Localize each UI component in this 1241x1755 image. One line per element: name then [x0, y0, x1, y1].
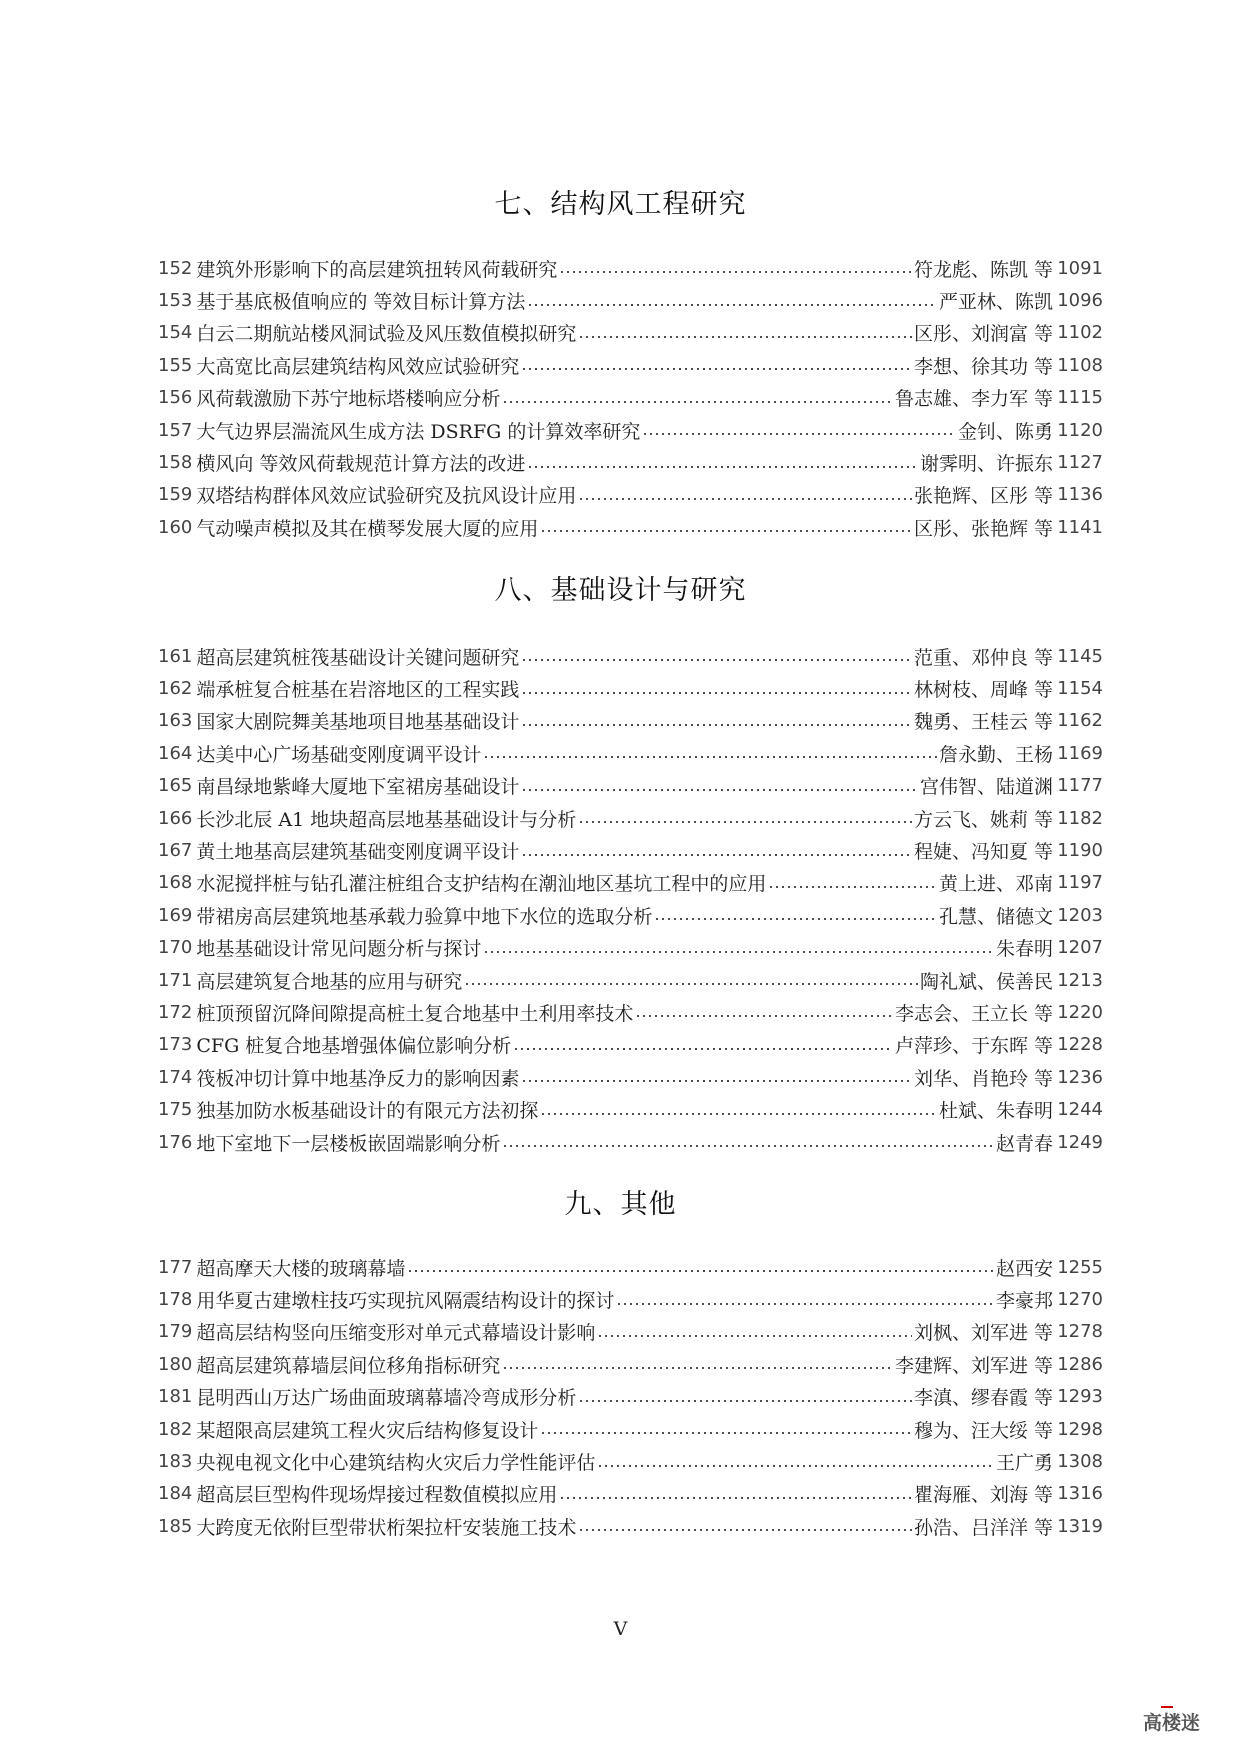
- entry-page: 1091: [1057, 257, 1103, 279]
- toc-entry: [158, 1061, 1103, 1093]
- entry-title: 长沙北辰 A1 地块超高层地基基础设计与分析: [196, 808, 577, 831]
- toc-entry: [158, 640, 1103, 672]
- entry-authors: 刘华、肖艳玲 等: [913, 1067, 1053, 1090]
- entry-title: 昆明西山万达广场曲面玻璃幕墙冷弯成形分析: [196, 1387, 577, 1410]
- entry-title: 桩顶预留沉降间隙提高桩土复合地基中土利用率技术: [196, 1002, 634, 1025]
- toc-entry: [158, 382, 1103, 414]
- entry-number: 181: [158, 1386, 193, 1408]
- entry-number: 152: [158, 257, 193, 279]
- toc-entry: [158, 705, 1103, 737]
- entry-number: 156: [158, 387, 193, 409]
- toc-entry: [158, 932, 1103, 964]
- entry-authors: 赵青春: [995, 1132, 1053, 1155]
- toc-list: [158, 252, 1103, 544]
- entry-number: 174: [158, 1066, 193, 1088]
- dot-leader: [540, 529, 912, 533]
- entry-page: 1182: [1057, 807, 1103, 829]
- toc-entry: [158, 446, 1103, 478]
- entry-title: 超高摩天大楼的玻璃幕墙: [196, 1257, 406, 1280]
- entry-title: 超高层建筑幕墙层间位移角指标研究: [196, 1354, 501, 1377]
- toc-entry: [158, 1478, 1103, 1510]
- entry-page: 1162: [1057, 710, 1103, 732]
- dot-leader: [521, 853, 912, 857]
- entry-title: 独基加防水板基础设计的有限元方法初探: [196, 1100, 539, 1123]
- entry-title: 某超限高层建筑工程火灾后结构修复设计: [196, 1419, 539, 1442]
- entry-page: 1220: [1057, 1001, 1103, 1023]
- entry-number: 182: [158, 1418, 193, 1440]
- entry-authors: 黄上进、邓南: [938, 873, 1053, 896]
- toc-entry: [158, 479, 1103, 511]
- entry-title: 南昌绿地紫峰大厦地下室裙房基础设计: [196, 776, 520, 799]
- entry-page: 1278: [1057, 1321, 1103, 1343]
- entry-page: 1244: [1057, 1099, 1103, 1121]
- toc-entry: [158, 252, 1103, 284]
- entry-number: 177: [158, 1256, 193, 1278]
- toc-list: [158, 640, 1103, 1158]
- entry-title: 超高层建筑桩筏基础设计关键问题研究: [196, 646, 520, 669]
- entry-page: 1108: [1057, 354, 1103, 376]
- entry-title: 横风向 等效风荷载规范计算方法的改进: [196, 453, 526, 476]
- toc-entry: [158, 317, 1103, 349]
- entry-title: 超高层结构竖向压缩变形对单元式幕墙设计影响: [196, 1322, 596, 1345]
- toc-entry: [158, 414, 1103, 446]
- entry-authors: 赵西安: [995, 1257, 1053, 1280]
- entry-page: 1236: [1057, 1066, 1103, 1088]
- entry-title: 建筑外形影响下的高层建筑扭转风荷载研究: [196, 258, 558, 281]
- entry-page: 1169: [1057, 742, 1103, 764]
- entry-number: 173: [158, 1034, 193, 1056]
- entry-title: 端承桩复合桩基在岩溶地区的工程实践: [196, 679, 520, 702]
- entry-authors: 陶礼斌、侯善民: [919, 970, 1053, 993]
- dot-leader: [502, 1144, 994, 1148]
- entry-authors: 区彤、张艳辉 等: [913, 517, 1053, 540]
- dot-leader: [635, 1014, 893, 1018]
- dot-leader: [559, 1496, 912, 1500]
- dot-leader: [597, 1334, 912, 1338]
- dot-leader: [642, 432, 956, 436]
- entry-title: 双塔结构群体风效应试验研究及抗风设计应用: [196, 485, 577, 508]
- entry-title: 地下室地下一层楼板嵌固端影响分析: [196, 1132, 501, 1155]
- entry-authors: 杜斌、朱春明: [938, 1100, 1053, 1123]
- dot-leader: [521, 1079, 912, 1083]
- dot-leader: [521, 723, 912, 727]
- entry-page: 1207: [1057, 937, 1103, 959]
- dot-leader: [559, 270, 912, 274]
- entry-authors: 符龙彪、陈凯 等: [913, 258, 1053, 281]
- entry-page: 1136: [1057, 484, 1103, 506]
- dot-leader: [654, 917, 937, 921]
- toc-entry: [158, 672, 1103, 704]
- entry-title: 白云二期航站楼风洞试验及风压数值模拟研究: [196, 323, 577, 346]
- entry-authors: 严亚林、陈凯: [938, 291, 1053, 314]
- entry-title: CFG 桩复合地基增强体偏位影响分析: [196, 1035, 512, 1058]
- entry-number: 162: [158, 678, 193, 700]
- toc-entry: [158, 349, 1103, 381]
- entry-page: 1255: [1057, 1256, 1103, 1278]
- toc-entry: [158, 1316, 1103, 1348]
- entry-page: 1102: [1057, 322, 1103, 344]
- site-watermark-logo: [1143, 1703, 1213, 1737]
- entry-authors: 方云飞、姚莉 等: [913, 808, 1053, 831]
- entry-number: 172: [158, 1001, 193, 1023]
- entry-number: 159: [158, 484, 193, 506]
- dot-leader: [527, 465, 918, 469]
- toc-entry: [158, 964, 1103, 996]
- entry-page: 1127: [1057, 452, 1103, 474]
- dot-leader: [597, 1464, 994, 1468]
- entry-authors: 李想、徐其功 等: [913, 355, 1053, 378]
- entry-page: 1115: [1057, 387, 1103, 409]
- entry-page: 1249: [1057, 1131, 1103, 1153]
- toc-entry: [158, 834, 1103, 866]
- entry-number: 178: [158, 1289, 193, 1311]
- entry-number: 176: [158, 1131, 193, 1153]
- toc-entry: [158, 802, 1103, 834]
- entry-title: 风荷载激励下苏宁地标塔楼响应分析: [196, 388, 501, 411]
- entry-number: 163: [158, 710, 193, 732]
- entry-page: 1190: [1057, 840, 1103, 862]
- section-title: 八、基础设计与研究: [494, 575, 747, 606]
- dot-leader: [616, 1302, 994, 1306]
- dot-leader: [768, 885, 937, 889]
- section-title: 七、结构风工程研究: [494, 189, 747, 220]
- entry-authors: 刘枫、刘军进 等: [913, 1322, 1053, 1345]
- entry-page: 1319: [1057, 1515, 1103, 1537]
- dot-leader: [521, 367, 912, 371]
- entry-page: 1145: [1057, 645, 1103, 667]
- toc-entry: [158, 770, 1103, 802]
- entry-number: 164: [158, 742, 193, 764]
- dot-leader: [407, 1269, 994, 1273]
- entry-title: 达美中心广场基础变刚度调平设计: [196, 743, 482, 766]
- dot-leader: [513, 1047, 893, 1051]
- entry-authors: 范重、邓仲良 等: [913, 646, 1053, 669]
- toc-entry: [158, 996, 1103, 1028]
- entry-authors: 宫伟智、陆道渊: [919, 776, 1053, 799]
- dot-leader: [483, 755, 937, 759]
- entry-title: 央视电视文化中心建筑结构火灾后力学性能评估: [196, 1452, 596, 1475]
- entry-title: 用华夏古建墩柱技巧实现抗风隔震结构设计的探讨: [196, 1290, 615, 1313]
- dot-leader: [540, 1112, 937, 1116]
- entry-number: 166: [158, 807, 193, 829]
- entry-title: 水泥搅拌桩与钻孔灌注桩组合支护结构在潮汕地区基坑工程中的应用: [196, 873, 767, 896]
- entry-authors: 孔慧、储德文: [938, 905, 1053, 928]
- entry-authors: 孙浩、吕洋洋 等: [913, 1516, 1053, 1539]
- toc-entry: [158, 1348, 1103, 1380]
- entry-authors: 卢萍珍、于东晖 等: [894, 1035, 1053, 1058]
- entry-authors: 李志会、王立长 等: [894, 1002, 1053, 1025]
- entry-authors: 张艳辉、区彤 等: [913, 485, 1053, 508]
- entry-number: 183: [158, 1451, 193, 1473]
- dot-leader: [540, 1431, 912, 1435]
- entry-authors: 李豪邦: [995, 1290, 1053, 1313]
- dot-leader: [527, 303, 937, 307]
- toc-entry: [158, 1283, 1103, 1315]
- toc-entry: [158, 1093, 1103, 1125]
- entry-page: 1228: [1057, 1034, 1103, 1056]
- entry-title: 大跨度无依附巨型带状桁架拉杆安装施工技术: [196, 1516, 577, 1539]
- entry-page: 1197: [1057, 872, 1103, 894]
- toc-list: [158, 1251, 1103, 1543]
- dot-leader: [502, 1366, 893, 1370]
- dot-leader: [521, 691, 912, 695]
- entry-number: 154: [158, 322, 193, 344]
- entry-authors: 程婕、冯知夏 等: [913, 841, 1053, 864]
- entry-number: 157: [158, 419, 193, 441]
- entry-title: 高层建筑复合地基的应用与研究: [196, 970, 463, 993]
- dot-leader: [578, 1528, 912, 1532]
- entry-authors: 鲁志雄、李力军 等: [894, 388, 1053, 411]
- entry-title: 带裙房高层建筑地基承载力验算中地下水位的选取分析: [196, 905, 653, 928]
- toc-entry: [158, 1126, 1103, 1158]
- entry-authors: 王广勇: [995, 1452, 1053, 1475]
- toc-entry: [158, 1413, 1103, 1445]
- entry-page: 1096: [1057, 290, 1103, 312]
- entry-page: 1293: [1057, 1386, 1103, 1408]
- dot-leader: [578, 1399, 912, 1403]
- entry-page: 1213: [1057, 969, 1103, 991]
- entry-page: 1120: [1057, 419, 1103, 441]
- entry-number: 155: [158, 354, 193, 376]
- entry-title: 基于基底极值响应的 等效目标计算方法: [196, 291, 526, 314]
- dot-leader: [502, 400, 893, 404]
- entry-authors: 朱春明: [995, 938, 1053, 961]
- entry-number: 185: [158, 1515, 193, 1537]
- entry-page: 1316: [1057, 1483, 1103, 1505]
- entry-authors: 李建辉、刘军进 等: [894, 1354, 1053, 1377]
- dot-leader: [578, 335, 912, 339]
- dot-leader: [521, 658, 912, 662]
- entry-page: 1298: [1057, 1418, 1103, 1440]
- entry-number: 180: [158, 1353, 193, 1375]
- entry-page: 1270: [1057, 1289, 1103, 1311]
- toc-entry: [158, 511, 1103, 543]
- entry-authors: 詹永勤、王杨: [938, 743, 1053, 766]
- entry-page: 1286: [1057, 1353, 1103, 1375]
- toc-entry: [158, 737, 1103, 769]
- entry-number: 175: [158, 1099, 193, 1121]
- entry-number: 168: [158, 872, 193, 894]
- entry-authors: 谢霁明、许振东: [919, 453, 1053, 476]
- toc-entry: [158, 867, 1103, 899]
- entry-authors: 李滇、缪春霞 等: [913, 1387, 1053, 1410]
- toc-entry: [158, 1510, 1103, 1542]
- entry-title: 筏板冲切计算中地基净反力的影响因素: [196, 1067, 520, 1090]
- toc-entry: [158, 284, 1103, 316]
- entry-title: 国家大剧院舞美基地项目地基基础设计: [196, 711, 520, 734]
- section-title: 九、其他: [564, 1189, 677, 1220]
- entry-page: 1177: [1057, 775, 1103, 797]
- toc-entry: [158, 899, 1103, 931]
- entry-number: 153: [158, 290, 193, 312]
- entry-number: 179: [158, 1321, 193, 1343]
- svg-text:高楼迷: 高楼迷: [1143, 1712, 1201, 1734]
- entry-title: 大高宽比高层建筑结构风效应试验研究: [196, 355, 520, 378]
- entry-title: 大气边界层湍流风生成方法 DSRFG 的计算效率研究: [196, 420, 641, 443]
- toc-entry: [158, 1251, 1103, 1283]
- entry-title: 超高层巨型构件现场焊接过程数值模拟应用: [196, 1484, 558, 1507]
- entry-number: 171: [158, 969, 193, 991]
- entry-number: 184: [158, 1483, 193, 1505]
- toc-entry: [158, 1029, 1103, 1061]
- entry-title: 气动噪声模拟及其在横琴发展大厦的应用: [196, 517, 539, 540]
- entry-number: 160: [158, 516, 193, 538]
- entry-number: 169: [158, 904, 193, 926]
- entry-page: 1203: [1057, 904, 1103, 926]
- dot-leader: [578, 497, 912, 501]
- entry-number: 158: [158, 452, 193, 474]
- entry-number: 170: [158, 937, 193, 959]
- entry-page: 1141: [1057, 516, 1103, 538]
- entry-authors: 林树枝、周峰 等: [913, 679, 1053, 702]
- toc-entry: [158, 1381, 1103, 1413]
- toc-entry: [158, 1445, 1103, 1477]
- entry-authors: 区彤、刘润富 等: [913, 323, 1053, 346]
- dot-leader: [521, 788, 918, 792]
- entry-authors: 穆为、汪大绥 等: [913, 1419, 1053, 1442]
- entry-title: 地基基础设计常见问题分析与探讨: [196, 938, 482, 961]
- entry-number: 167: [158, 840, 193, 862]
- page-number: V: [613, 1618, 628, 1640]
- dot-leader: [483, 950, 994, 954]
- entry-page: 1154: [1057, 678, 1103, 700]
- entry-number: 165: [158, 775, 193, 797]
- entry-authors: 魏勇、王桂云 等: [913, 711, 1053, 734]
- entry-authors: 金钊、陈勇: [957, 420, 1053, 443]
- dot-leader: [464, 982, 918, 986]
- entry-page: 1308: [1057, 1451, 1103, 1473]
- entry-authors: 瞿海雁、刘海 等: [913, 1484, 1053, 1507]
- dot-leader: [578, 820, 912, 824]
- entry-number: 161: [158, 645, 193, 667]
- entry-title: 黄土地基高层建筑基础变刚度调平设计: [196, 841, 520, 864]
